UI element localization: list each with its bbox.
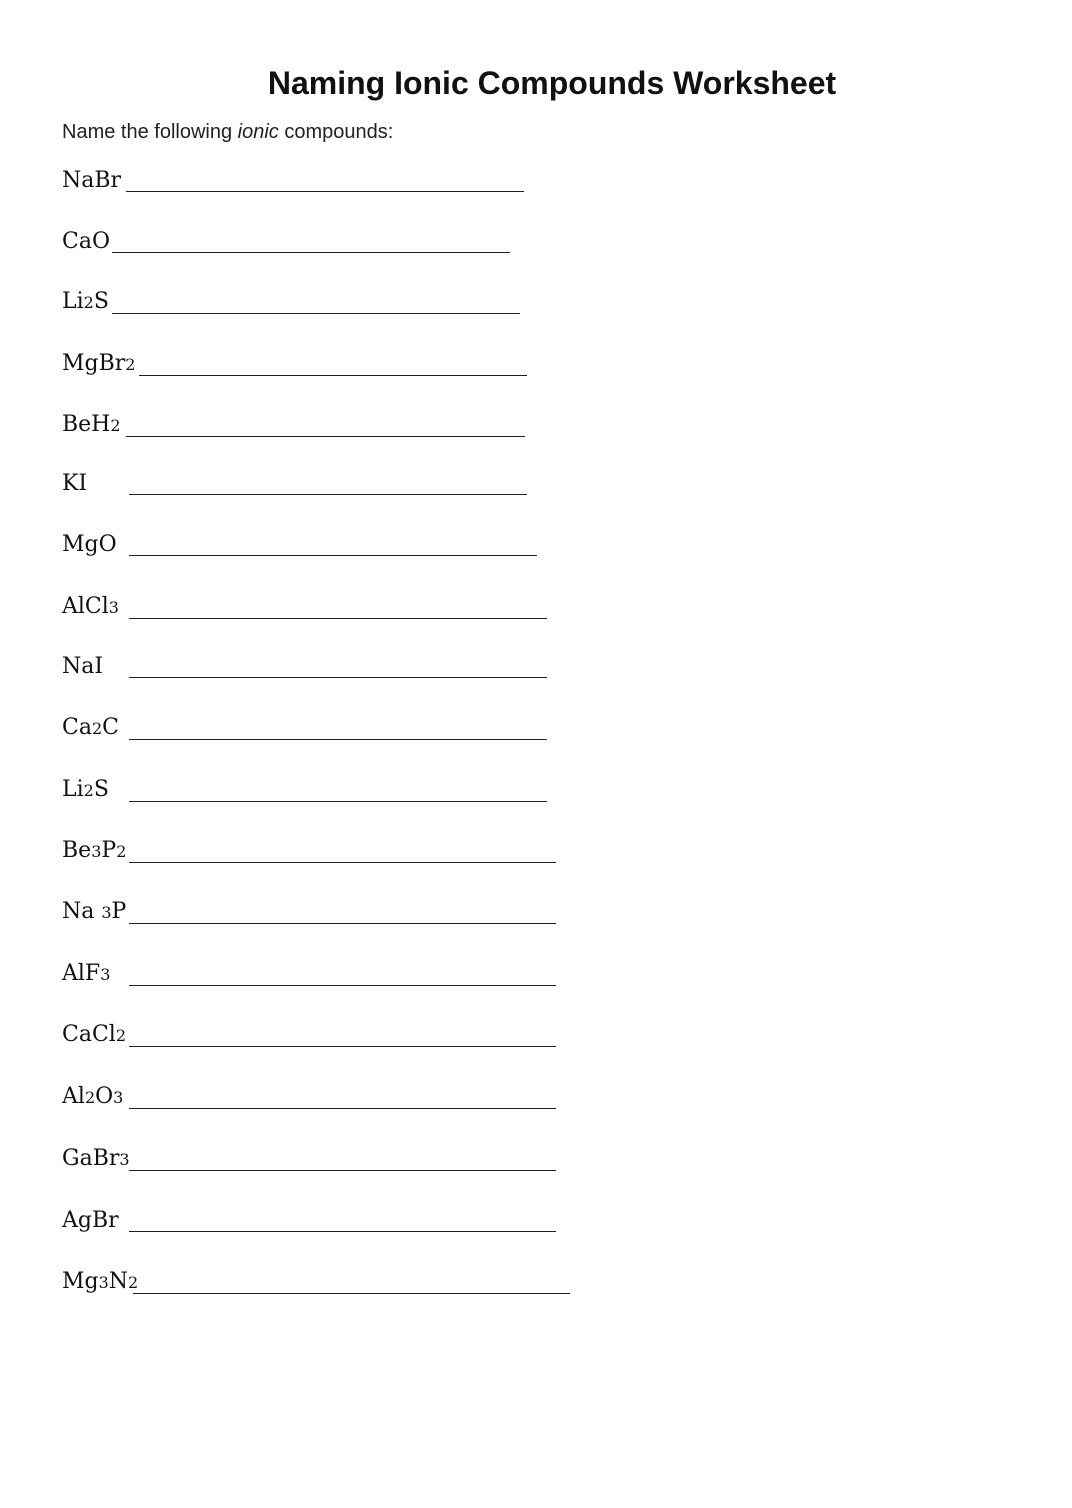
compound-formula: [62, 289, 109, 316]
answer-blank-line[interactable]: [129, 618, 547, 619]
compound-row: [62, 524, 117, 558]
compound-row: [62, 160, 121, 194]
compound-formula: [62, 412, 121, 439]
compound-row: [62, 646, 103, 680]
compound-row: [62, 463, 87, 497]
formula-symbol: N: [108, 1269, 129, 1294]
formula-symbol: AgBr: [62, 1208, 119, 1233]
answer-blank-line[interactable]: [129, 555, 537, 556]
answer-blank-line[interactable]: [129, 1046, 556, 1047]
worksheet-title: Naming Ionic Compounds Worksheet: [267, 65, 837, 101]
formula-symbol: Mg: [62, 1269, 99, 1294]
formula-symbol: AlCl: [62, 594, 109, 619]
formula-symbol: BeH: [62, 412, 111, 437]
compound-formula: [62, 471, 87, 497]
formula-symbol: Li: [62, 289, 84, 314]
formula-subscript: 2: [125, 355, 136, 374]
compound-formula: [62, 229, 110, 255]
answer-blank-line[interactable]: [126, 191, 524, 192]
formula-subscript: 2: [116, 842, 127, 861]
answer-blank-line[interactable]: [129, 1170, 556, 1171]
formula-symbol: S: [93, 289, 109, 314]
compound-formula: [62, 777, 109, 804]
answer-blank-line[interactable]: [112, 313, 520, 314]
formula-subscript: 2: [115, 1026, 127, 1045]
formula-symbol: NaBr: [62, 168, 122, 193]
formula-symbol: O: [95, 1084, 114, 1109]
formula-symbol: AlF: [62, 961, 101, 986]
answer-blank-line[interactable]: [129, 1108, 556, 1109]
compound-row: [62, 344, 135, 378]
formula-symbol: CaO: [62, 229, 110, 254]
compound-row: [62, 1077, 123, 1111]
instruction-emphasis: ionic: [237, 121, 279, 143]
formula-symbol: S: [93, 777, 109, 802]
compound-row: [62, 954, 110, 988]
compound-formula: [62, 168, 121, 194]
formula-subscript: 2: [91, 719, 103, 738]
formula-subscript: 2: [83, 781, 94, 800]
compound-formula: [62, 1208, 119, 1234]
compound-formula: [62, 594, 119, 621]
compound-formula: [62, 532, 117, 558]
formula-subscript: 2: [84, 1088, 96, 1107]
answer-blank-line[interactable]: [129, 739, 547, 740]
compound-row: [62, 405, 121, 439]
instruction-text-before: Name the following: [62, 121, 238, 143]
answer-blank-line[interactable]: [112, 252, 510, 253]
formula-subscript: 2: [83, 293, 94, 312]
formula-symbol: GaBr: [62, 1146, 120, 1171]
answer-blank-line[interactable]: [133, 1293, 570, 1294]
formula-symbol: Na: [62, 899, 102, 924]
compound-row: [62, 1262, 138, 1296]
formula-symbol: P: [101, 838, 117, 863]
compound-formula: [62, 961, 110, 988]
answer-blank-line[interactable]: [126, 436, 525, 437]
instruction-text-after: compounds:: [278, 121, 394, 143]
compound-row: [62, 587, 119, 621]
compound-formula: [62, 654, 103, 680]
formula-subscript: 2: [128, 1273, 139, 1292]
formula-subscript: 3: [119, 1150, 130, 1169]
compound-row: [62, 282, 109, 316]
answer-blank-line[interactable]: [129, 801, 547, 802]
formula-subscript: 3: [113, 1088, 124, 1107]
instructions: [62, 119, 393, 145]
compound-row: [62, 1015, 126, 1049]
formula-subscript: 3: [98, 1273, 109, 1292]
compound-formula: [62, 1146, 130, 1173]
compound-formula: [62, 351, 135, 378]
compound-formula: [62, 715, 119, 742]
compound-formula: [62, 1269, 138, 1296]
formula-symbol: P: [111, 899, 127, 924]
answer-blank-line[interactable]: [129, 923, 556, 924]
formula-subscript: 3: [101, 903, 112, 922]
formula-symbol: CaCl: [62, 1022, 116, 1047]
compound-row: [62, 892, 126, 926]
compound-row: [62, 1139, 130, 1173]
formula-symbol: Ca: [62, 715, 92, 740]
formula-symbol: Be: [62, 838, 92, 863]
compound-formula: [62, 1084, 123, 1111]
compound-formula: [62, 899, 126, 926]
compound-row: [62, 831, 126, 865]
formula-symbol: KI: [62, 471, 88, 496]
formula-symbol: C: [102, 715, 119, 740]
formula-symbol: MgBr: [62, 351, 126, 376]
compound-row: [62, 1200, 119, 1234]
answer-blank-line[interactable]: [139, 375, 527, 376]
formula-subscript: 3: [100, 965, 111, 984]
formula-subscript: 2: [110, 416, 121, 435]
compound-formula: [62, 1022, 126, 1049]
compound-row: [62, 221, 110, 255]
answer-blank-line[interactable]: [129, 677, 547, 678]
formula-symbol: Li: [62, 777, 84, 802]
formula-subscript: 3: [108, 598, 119, 617]
answer-blank-line[interactable]: [129, 494, 527, 495]
formula-subscript: 3: [91, 842, 102, 861]
compound-row: [62, 770, 109, 804]
answer-blank-line[interactable]: [129, 862, 556, 863]
compound-row: [62, 708, 119, 742]
formula-symbol: MgO: [62, 532, 117, 557]
answer-blank-line[interactable]: [129, 1231, 556, 1232]
compound-formula: [62, 838, 126, 865]
answer-blank-line[interactable]: [129, 985, 556, 986]
formula-symbol: Al: [62, 1084, 85, 1109]
formula-symbol: NaI: [62, 654, 104, 679]
